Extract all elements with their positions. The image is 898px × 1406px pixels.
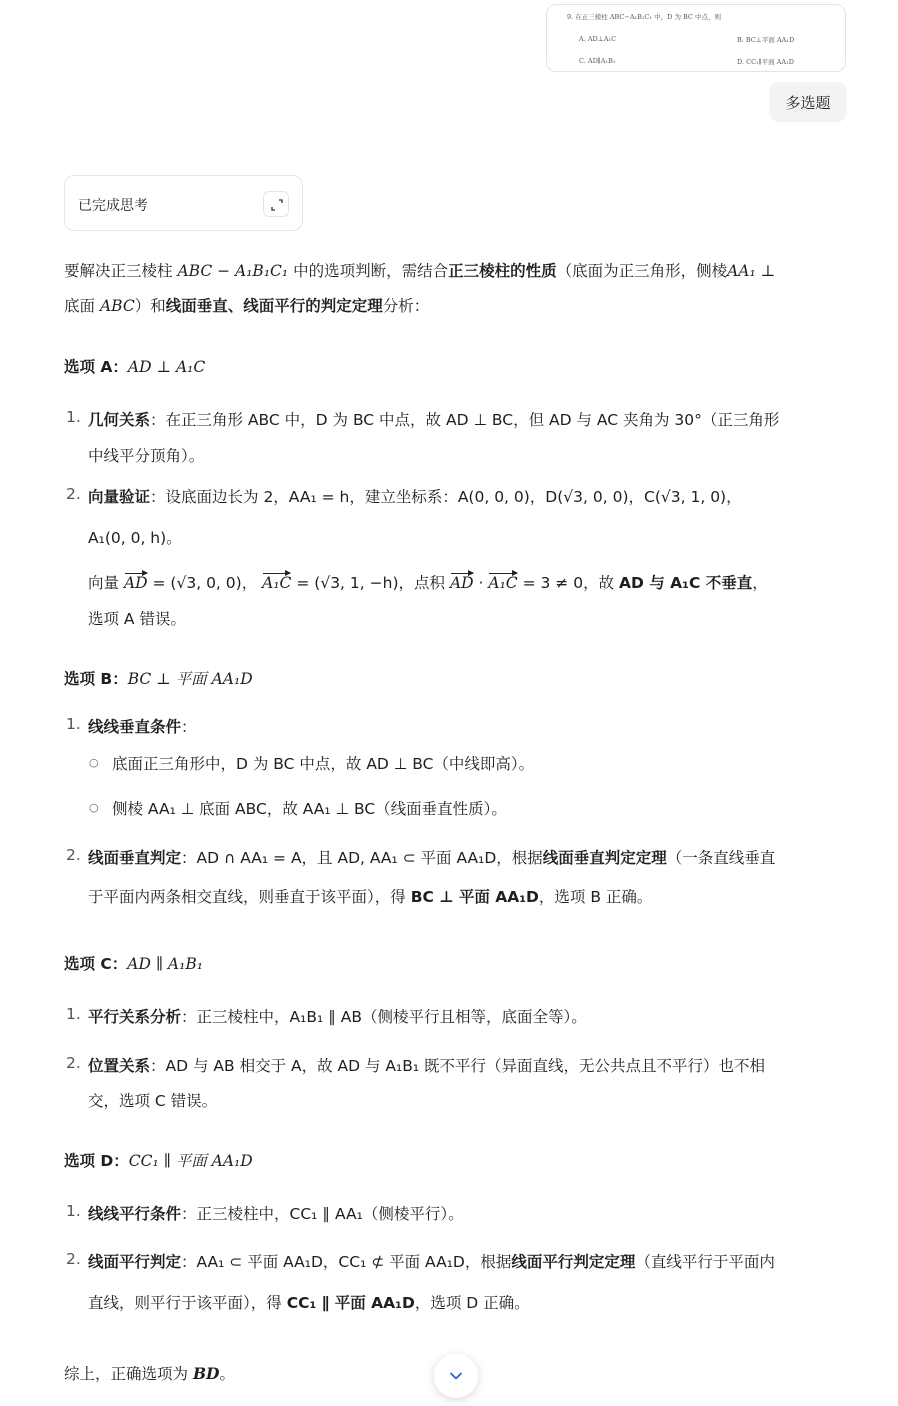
section-b-item-2-line-1: 线面垂直判定：AD ∩ AA₁ = A，且 AD, AA₁ ⊂ 平面 AA₁D，根据线面垂直判定定理（一条直线垂直 — [88, 849, 776, 867]
section-c-item-2-line-1: 位置关系：AD 与 AB 相交于 A，故 AD 与 A₁B₁ 既不平行（异面直线，无公共点且不平行）也不相 — [88, 1057, 766, 1075]
section-c-item-1: 平行关系分析：正三棱柱中，A₁B₁ ∥ AB（侧棱平行且相等，底面全等）。 — [88, 1008, 587, 1026]
option-c-text: C. AD∥A₁B₁ — [579, 57, 616, 65]
expand-button[interactable] — [263, 191, 289, 217]
list-number: 2. — [66, 846, 81, 864]
bullet: ○ — [89, 801, 99, 814]
bullet: ○ — [89, 756, 99, 769]
list-number: 1. — [66, 1202, 81, 1220]
vector-a1c: A₁C — [262, 574, 292, 592]
section-a-item-1-line-2: 中线平分顶角）。 — [88, 447, 205, 465]
intro-line-1: 要解决正三棱柱 ABC − A₁B₁C₁ 中的选项判断，需结合正三棱柱的性质（底面为正三角形，侧棱AA₁ ⊥ — [64, 262, 776, 280]
list-number: 1. — [66, 1005, 81, 1023]
question-text: 9. 在正三棱柱 ABC−A₁B₁C₁ 中，D 为 BC 中点，则 — [567, 13, 721, 21]
section-d-item-2-line-2: 直线，则平行于该平面），得 CC₁ ∥ 平面 AA₁D，选项 D 正确。 — [88, 1294, 530, 1312]
list-number: 2. — [66, 1250, 81, 1268]
section-a-item-2-line-4: 选项 A 错误。 — [88, 610, 186, 628]
section-c-item-2-line-2: 交，选项 C 错误。 — [88, 1092, 218, 1110]
vector-a1c: A₁C — [488, 574, 518, 592]
list-number: 1. — [66, 715, 81, 733]
section-a-item-1-line-1: 几何关系：在正三角形 ABC 中，D 为 BC 中点，故 AD ⊥ BC，但 AD 与 AC 夹角为 30°（正三角形 — [88, 411, 780, 429]
intro-line-2: 底面 ABC）和线面垂直、线面平行的判定定理分析： — [64, 297, 430, 315]
section-b-heading: 选项 B：BC ⊥ 平面 AA₁D — [64, 670, 253, 688]
question-image-card[interactable] — [546, 4, 846, 72]
list-number: 2. — [66, 485, 81, 503]
thinking-label: 已完成思考 — [78, 198, 148, 214]
section-c-heading: 选项 C：AD ∥ A₁B₁ — [64, 955, 203, 973]
section-b-sub-1: 底面正三角形中，D 为 BC 中点，故 AD ⊥ BC（中线即高）。 — [112, 755, 535, 773]
vector-ad: AD — [449, 574, 474, 592]
option-b-text: B. BC⊥平面 AA₁D — [737, 36, 795, 44]
section-a-heading: 选项 A：AD ⊥ A₁C — [64, 358, 206, 376]
section-b-item-1: 线线垂直条件： — [88, 718, 197, 736]
option-a-text: A. AD⊥A₁C — [579, 35, 617, 43]
section-d-heading: 选项 D：CC₁ ∥ 平面 AA₁D — [64, 1152, 253, 1170]
option-d-text: D. CC₁∥平面 AA₁D — [737, 58, 794, 66]
vector-ad: AD — [123, 574, 148, 592]
scroll-down-button[interactable] — [434, 1354, 478, 1398]
list-number: 1. — [66, 408, 81, 426]
section-d-item-2-line-1: 线面平行判定：AA₁ ⊂ 平面 AA₁D，CC₁ ⊄ 平面 AA₁D，根据线面平行判定定理（直线平行于平面内 — [88, 1253, 775, 1271]
section-a-item-2-line-1: 向量验证：设底面边长为 2，AA₁ = h，建立坐标系：A(0, 0, 0)，D(√3, 0, 0)，C(√3, 1, 0)， — [88, 488, 742, 506]
chevron-down-icon — [447, 1367, 465, 1385]
section-a-item-2-line-3: 向量 AD = (√3, 0, 0)， A₁C = (√3, 1, −h)，点积 AD · A₁C = 3 ≠ 0，故 AD 与 A₁C 不垂直， — [88, 574, 768, 592]
conclusion: 综上，正确选项为 BD。 — [64, 1364, 236, 1383]
section-b-item-2-line-2: 于平面内两条相交直线，则垂直于该平面），得 BC ⊥ 平面 AA₁D，选项 B 正确。 — [88, 888, 653, 906]
section-a-item-2-line-2: A₁(0, 0, h)。 — [88, 529, 182, 547]
expand-icon — [264, 192, 290, 218]
section-d-item-1: 线线平行条件：正三棱柱中，CC₁ ∥ AA₁（侧棱平行）。 — [88, 1205, 464, 1223]
section-b-sub-2: 侧棱 AA₁ ⊥ 底面 ABC，故 AA₁ ⊥ BC（线面垂直性质）。 — [112, 800, 507, 818]
list-number: 2. — [66, 1054, 81, 1072]
multiple-choice-tag: 多选题 — [769, 82, 847, 122]
